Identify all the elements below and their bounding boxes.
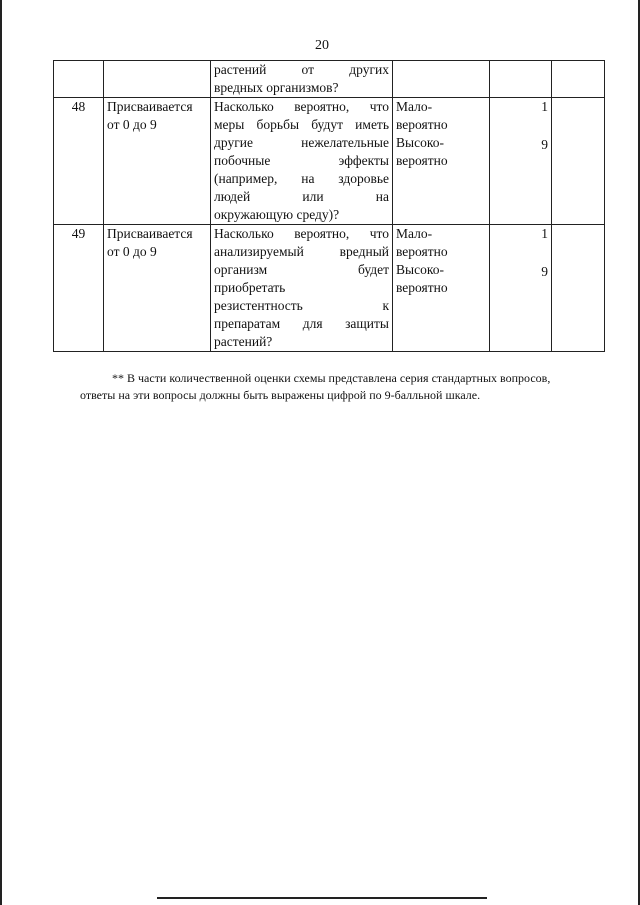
question-cell (211, 225, 393, 352)
answer-low: Мало- (396, 99, 433, 114)
question-line: приобретать (214, 280, 286, 295)
score-high: 9 (541, 137, 548, 152)
score-cell (490, 225, 552, 352)
table-row (54, 98, 605, 225)
answer-high: вероятно (396, 280, 448, 295)
cell-empty (104, 61, 211, 98)
footnote (80, 370, 610, 404)
question-line: анализируемый вредный (214, 244, 389, 259)
question-line: растений от других (214, 62, 389, 77)
question-cell (211, 98, 393, 225)
question-line: людей или на (214, 189, 389, 204)
question-line: препаратам для защиты (214, 316, 389, 331)
answer-low: вероятно (396, 244, 448, 259)
assessment-table (53, 60, 605, 352)
question-line: (например, на здоровье (214, 171, 389, 186)
answer-high: вероятно (396, 153, 448, 168)
question-line: растений? (214, 334, 273, 349)
question-line: Насколько вероятно, что (214, 99, 389, 114)
question-number: 49 (54, 225, 104, 352)
cell-empty (552, 61, 605, 98)
answer-options (393, 225, 490, 352)
question-line: организм будет (214, 262, 389, 277)
answer-options (393, 98, 490, 225)
question-line: резистентность к (214, 298, 389, 313)
score-low: 1 (541, 226, 548, 241)
answer-low: вероятно (396, 117, 448, 132)
cell-empty (393, 61, 490, 98)
question-line: вредных организмов? (214, 80, 339, 95)
score-low: 1 (541, 99, 548, 114)
answer-high: Высоко- (396, 262, 444, 277)
score-range: Присваивается от 0 до 9 (104, 225, 211, 352)
question-line: другие нежелательные (214, 135, 389, 150)
page-bottom-rule (157, 897, 487, 899)
answer-low: Мало- (396, 226, 433, 241)
question-line: побочные эффекты (214, 153, 389, 168)
question-line: Насколько вероятно, что (214, 226, 389, 241)
question-cell (211, 61, 393, 98)
table-row (54, 225, 605, 352)
score-range: Присваивается от 0 до 9 (104, 98, 211, 225)
answer-high: Высоко- (396, 135, 444, 150)
footnote-line: ** В части количественной оценки схемы представлена серия стандартных вопросов, (112, 371, 551, 385)
question-line: меры борьбы будут иметь (214, 117, 389, 132)
table-row-continuation (54, 61, 605, 98)
footnote-line: ответы на эти вопросы должны быть выражены цифрой по 9-балльной шкале. (80, 388, 481, 402)
score-cell (490, 98, 552, 225)
score-high: 9 (541, 264, 548, 279)
cell-empty (552, 225, 605, 352)
cell-empty (552, 98, 605, 225)
question-number: 48 (54, 98, 104, 225)
question-line: окружающую среду)? (214, 207, 340, 222)
cell-empty (54, 61, 104, 98)
cell-empty (490, 61, 552, 98)
page-number: 20 (315, 38, 329, 53)
